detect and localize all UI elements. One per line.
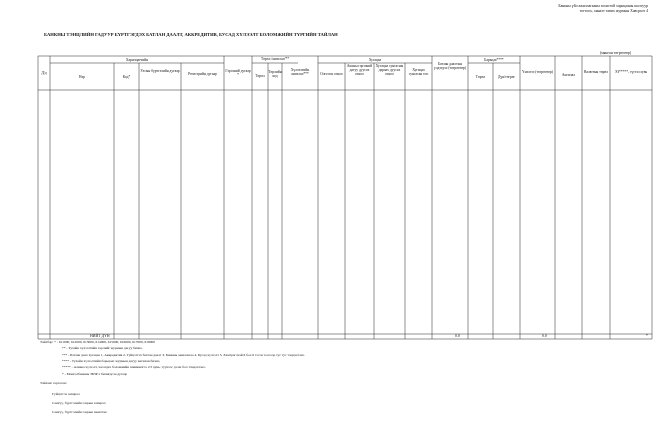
hdr-group-collateral: Барьцаа**** xyxy=(484,58,504,62)
hdr-total-days: Хугацаа сунгасан тоо xyxy=(408,68,429,77)
report-title: БАНКНЫ ТЭНЦЛИЙН ГАДУУР БҮРТГЭГДЭХ БАТЛАН ДААЛТ, АККРЕДИТИВ, БУСАД ХҮЛЭЭЛТ БОЛОМЖИЙН ТҮРГИЙН ТАЙЛАН xyxy=(44,32,338,37)
hdr-group-dates: Хугацаа xyxy=(368,58,382,62)
footnote: **** - Тухайн хүлээлтийн барьцааг журмын дагуу ангилан бичнэ. xyxy=(62,359,161,363)
hdr-register: Регистрийн дугаар xyxy=(188,72,217,76)
signature-line: Санхүү, бүртгэлийн газрын ажилтан xyxy=(52,410,107,414)
footnote: ***** - Аливаа хүлээлт, хасагдах боломжийн шинжилгээ 2.5 хувь, түүнээс дээш бол тэмдэглэнэ. xyxy=(62,365,206,369)
total-coll-assessed: 0.0 xyxy=(542,334,547,338)
hdr-coll-assessed: Үнэлгээ (төгрөгөөр) xyxy=(522,70,553,74)
hdr-group-customer: Харилцагчийн xyxy=(125,58,149,62)
header-note-line1: Банкны үйл ажиллагааны зохистой харьцааны шалгуур xyxy=(558,4,648,8)
hdr-open-date: Олгосон огноо xyxy=(320,72,343,76)
hdr-currency: Валютын төрөл xyxy=(583,70,609,74)
hdr-coll-type: Төрөл xyxy=(475,75,486,79)
signature-line: Гүйцэтгэх захирал xyxy=(52,392,80,396)
total-label: НИЙТ ДҮН xyxy=(90,334,110,338)
hdr-expiry: Анхны гэрээний дагуу дуусах огноо xyxy=(346,64,373,77)
header-note-line2: тогтоох, хяналт тавих журмын Хавсралт 4 xyxy=(579,9,648,13)
hdr-loss-prov: ЭЗ*****, сүтгэл хувь xyxy=(614,70,648,74)
unit-note: (мянган төгрөгөөр) xyxy=(600,51,632,55)
hdr-reg-number: Улсын бүртгэлийн дугаар xyxy=(140,69,180,73)
hdr-group-type: Төрөл /ангилал/** xyxy=(261,57,289,61)
footnote: * - Монголбанкны ЗБЗР-т бичигдсэн дугаар xyxy=(62,372,128,376)
hdr-coll-value: Дүн/төгрөг xyxy=(497,75,516,79)
footnote: *** - Батлан даах хугацаа 1, Аккредитив 2, Гүйцэтгэх батлан даалт 3, Банкны ажиллагаа 4, Бусад хүлээлт 5, Хамтрагчтай 6 бол 6 гэсэн тоогоор тус тус тэмдэглэнэ. xyxy=(62,353,305,357)
hdr-note: Ангилал xyxy=(561,73,576,77)
hdr-extended: Хугацаа сунгасны дараах дуусах огноо xyxy=(375,64,404,77)
hdr-outstanding: Батлан даалтын үлдэгдэл (төгрөгөөр) xyxy=(433,62,467,71)
total-outstanding: 0.0 xyxy=(455,334,460,338)
footnote: ** - Тухайн хүлээлтийн төрлийг журмын дагуу бичнэ. xyxy=(62,346,143,350)
hdr-contract: Гэрээний дугаар * xyxy=(225,69,251,78)
total-last: * xyxy=(646,334,648,338)
hdr-code: Код* xyxy=(122,75,131,79)
signature-line: Санхүү, бүртгэлийн газрын захирал xyxy=(52,401,106,405)
hdr-type-sub2: Төрлийн код xyxy=(268,70,282,79)
hdr-type-sub: Төрөл xyxy=(255,74,265,78)
hdr-index: Д/д xyxy=(41,71,47,75)
hdr-contract-kind: Хүлээлтийн ангилал*** xyxy=(290,68,310,77)
footnote: Тайлбар: * - 611000, 612000, 613000, 614000, 615000, 616000, 617000, 618000 xyxy=(40,340,155,344)
hdr-name: Нэр xyxy=(79,75,85,79)
signature-line: Тайланг гаргасан: xyxy=(40,381,67,385)
